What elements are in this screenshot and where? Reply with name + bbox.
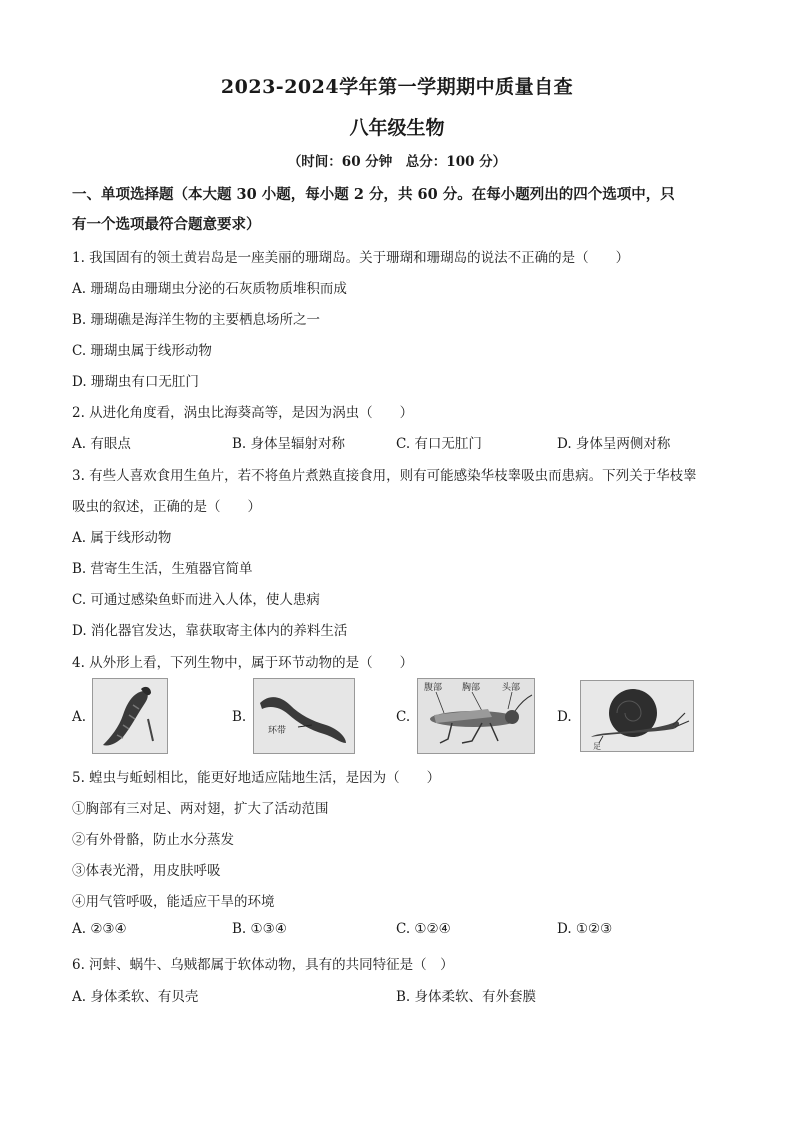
earthworm-image — [253, 678, 355, 754]
question-3-option-c: C. 可通过感染鱼虾而进入人体，使人患病 — [72, 592, 320, 608]
question-3-stem-line1: 3. 有些人喜欢食用生鱼片，若不将鱼片煮熟直接食用，则有可能感染华枝睾吸虫而患病。下列关于华枝睾 — [72, 468, 697, 484]
grasshopper-image — [417, 678, 535, 754]
question-4-stem: 4. 从外形上看，下列生物中，属于环节动物的是（ ） — [72, 655, 414, 671]
exam-subject: 八年级生物 — [349, 117, 445, 139]
question-5-statement-3: ③体表光滑，用皮肤呼吸 — [72, 863, 221, 879]
leech-illustration — [93, 679, 167, 753]
snail-illustration — [581, 681, 693, 751]
question-2-option-b: B. 身体呈辐射对称 — [232, 436, 346, 452]
exam-title: 2023-2024学年第一学期期中质量自查 — [220, 76, 574, 98]
question-2-option-a: A. 有眼点 — [72, 436, 131, 452]
question-1-option-b: B. 珊瑚礁是海洋生物的主要栖息场所之一 — [72, 312, 321, 328]
thorax-label: 胸部 — [462, 683, 481, 693]
snail-image — [580, 680, 694, 752]
section-heading-line2: 有一个选项最符合题意要求） — [72, 216, 261, 233]
question-6-option-a: A. 身体柔软、有贝壳 — [72, 989, 199, 1005]
question-6-stem: 6. 河蚌、蜗牛、乌贼都属于软体动物，具有的共同特征是（ ） — [72, 957, 454, 973]
question-3-stem-line2: 吸虫的叙述，正确的是（ ） — [72, 499, 261, 515]
question-5-statement-2: ②有外骨骼，防止水分蒸发 — [72, 832, 234, 848]
question-4-option-b-label: B. — [232, 709, 247, 725]
question-5-statement-4: ④用气管呼吸，能适应干旱的环境 — [72, 894, 275, 910]
section-heading-line1: 一、单项选择题（本大题 30 小题，每小题 2 分，共 60 分。在每小题列出的四个选项中，只 — [72, 186, 675, 203]
question-2-option-d: D. 身体呈两侧对称 — [557, 436, 671, 452]
question-3-option-a: A. 属于线形动物 — [72, 530, 172, 546]
question-1-option-d: D. 珊瑚虫有口无肛门 — [72, 374, 199, 390]
question-6-option-b: B. 身体柔软、有外套膜 — [396, 989, 537, 1005]
abdomen-label: 腹部 — [424, 683, 443, 693]
clitellum-label: 环带 — [268, 726, 287, 736]
question-5-option-b: B. ①③④ — [232, 921, 287, 937]
question-4-option-c-label: C. — [396, 709, 411, 725]
question-2-stem: 2. 从进化角度看，涡虫比海葵高等，是因为涡虫（ ） — [72, 405, 414, 421]
foot-label: 足 — [593, 742, 601, 751]
head-label: 头部 — [502, 683, 521, 693]
leech-image — [92, 678, 168, 754]
exam-time-info: （时间：60 分钟 总分：100 分） — [287, 154, 507, 170]
question-1-option-c: C. 珊瑚虫属于线形动物 — [72, 343, 212, 359]
question-1-stem: 1. 我国固有的领土黄岩岛是一座美丽的珊瑚岛。关于珊瑚和珊瑚岛的说法不正确的是（ ） — [72, 250, 630, 266]
question-5-option-d: D. ①②③ — [557, 921, 613, 937]
earthworm-illustration — [254, 679, 354, 753]
question-2-option-c: C. 有口无肛门 — [396, 436, 482, 452]
question-5-statement-1: ①胸部有三对足、两对翅，扩大了活动范围 — [72, 801, 329, 817]
question-1-option-a: A. 珊瑚岛由珊瑚虫分泌的石灰质物质堆积而成 — [72, 281, 347, 297]
grasshopper-illustration — [418, 679, 534, 753]
question-5-stem: 5. 蝗虫与蚯蚓相比，能更好地适应陆地生活，是因为（ ） — [72, 770, 441, 786]
question-4-option-a-label: A. — [72, 709, 87, 725]
question-3-option-b: B. 营寄生生活，生殖器官简单 — [72, 561, 253, 577]
question-5-option-a: A. ②③④ — [72, 921, 127, 937]
question-4-option-d-label: D. — [557, 709, 572, 725]
question-3-option-d: D. 消化器官发达，靠获取寄主体内的养料生活 — [72, 623, 348, 639]
question-5-option-c: C. ①②④ — [396, 921, 451, 937]
